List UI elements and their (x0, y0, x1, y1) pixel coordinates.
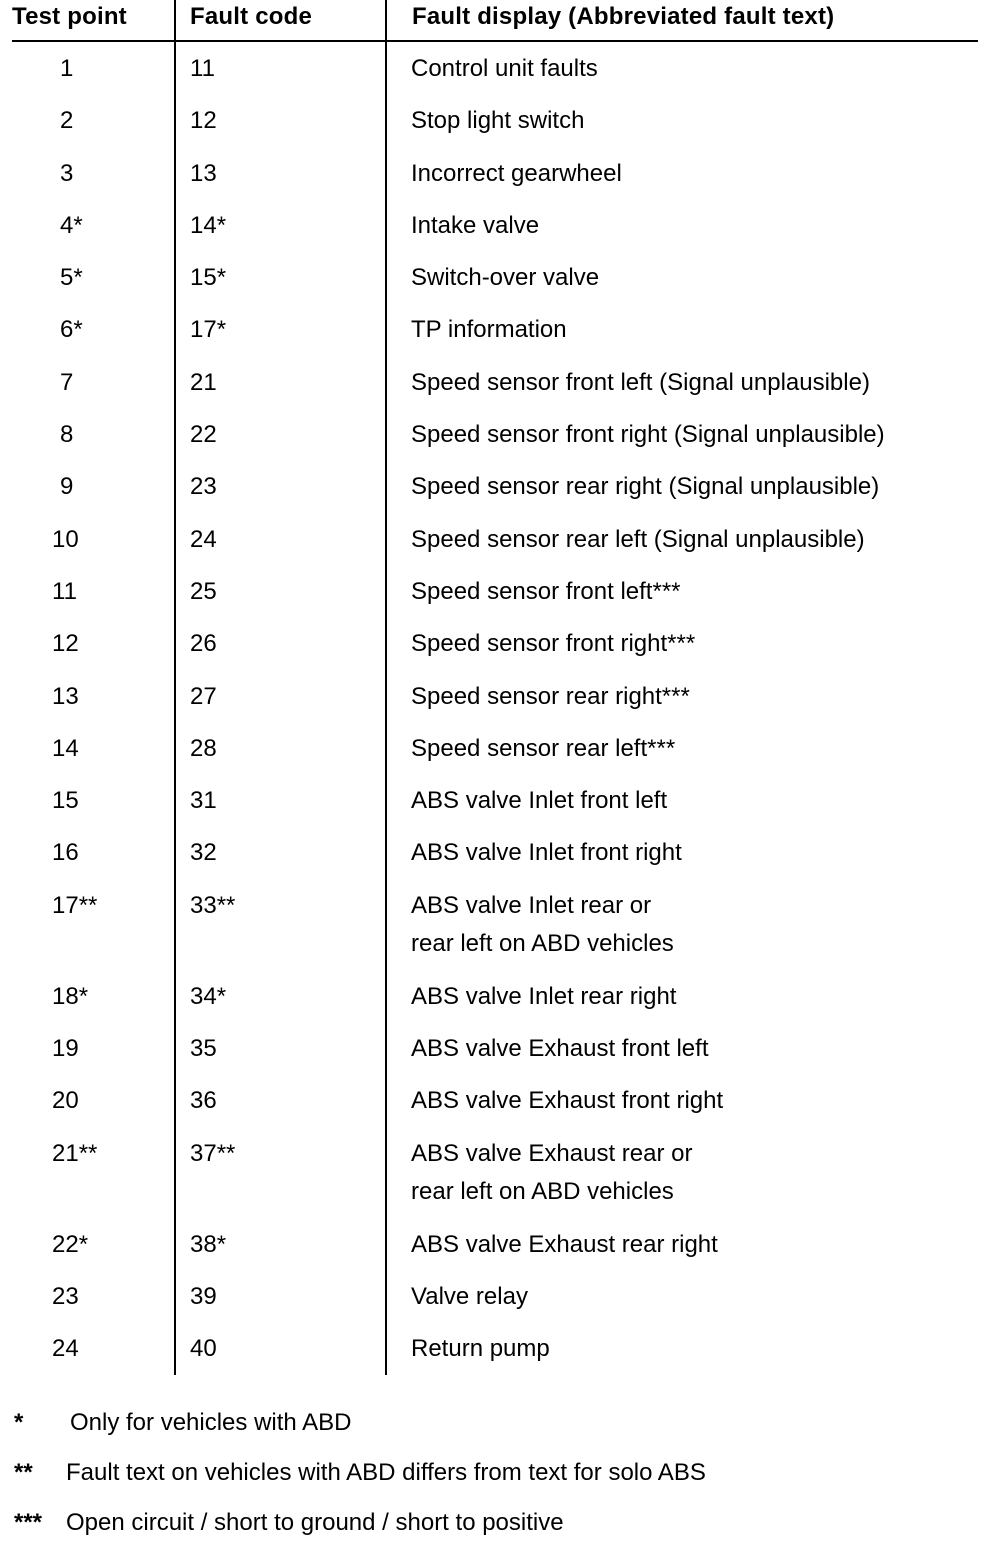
fault-text-cell: ABS valve Inlet rear right (411, 982, 677, 1010)
footnote (0, 1400, 992, 1450)
fault-text-cell: ABS valve Exhaust front left (411, 1035, 709, 1063)
table-row (0, 416, 992, 468)
test-point-cell: 1 (60, 55, 74, 82)
fault-text-cell: Speed sensor rear left*** (411, 734, 676, 762)
fault-code-cell: 26 (190, 630, 217, 658)
fault-text-cell: Switch-over valve (411, 264, 600, 292)
fault-code-cell: 14* (190, 211, 227, 239)
fault-text-cell: Valve relay (411, 1282, 528, 1310)
footnote-text: Fault text on vehicles with ABD differs from text for solo ABS (66, 1459, 706, 1486)
table-row (0, 573, 992, 625)
fault-text-cell: ABS valve Inlet rear or rear left on ABD vehicles (411, 891, 674, 957)
footnote-text: Open circuit / short to ground / short to positive (66, 1509, 564, 1536)
test-point-cell: 17** (52, 891, 98, 919)
table-row (0, 259, 992, 311)
table-row (0, 887, 992, 978)
test-point-cell: 22* (52, 1230, 89, 1258)
fault-code-cell: 39 (190, 1282, 217, 1310)
test-point-cell: 21** (52, 1139, 98, 1167)
fault-text-cell: Speed sensor rear right (Signal unplausible) (411, 473, 880, 501)
table-row (0, 311, 992, 363)
table-row (0, 834, 992, 886)
fault-code-cell: 31 (190, 787, 217, 815)
table-row (0, 1030, 992, 1082)
fault-code-cell: 37** (190, 1139, 236, 1167)
fault-code-cell: 13 (190, 159, 217, 187)
fault-code-cell: 17* (190, 316, 227, 344)
fault-text-cell: Return pump (411, 1335, 550, 1363)
table-row (0, 678, 992, 730)
footnote (0, 1450, 992, 1500)
fault-text-cell: Speed sensor rear right*** (411, 682, 690, 710)
table-row (0, 782, 992, 834)
fault-text-cell: Speed sensor front right (Signal unplausible) (411, 421, 885, 449)
test-point-cell: 10 (52, 525, 79, 553)
fault-code-cell: 21 (190, 368, 217, 396)
test-point-cell: 7 (60, 368, 74, 396)
test-point-cell: 14 (52, 734, 79, 762)
test-point-cell: 11 (52, 577, 77, 605)
fault-text-cell: Speed sensor rear left (Signal unplausible) (411, 525, 865, 553)
fault-text-cell: Speed sensor front right*** (411, 630, 696, 658)
footnote (0, 1500, 992, 1550)
table-row (0, 1330, 992, 1382)
header-fault-code: Fault code (190, 3, 313, 30)
fault-text-cell: Control unit faults (411, 55, 598, 82)
fault-text-cell: Speed sensor front left*** (411, 577, 681, 605)
test-point-cell: 13 (52, 682, 79, 710)
table-row (0, 521, 992, 573)
table-row (0, 207, 992, 259)
table-body (0, 42, 992, 1383)
fault-text-cell: ABS valve Exhaust rear or rear left on ABD vehicles (411, 1139, 693, 1205)
fault-text-cell: Intake valve (411, 211, 540, 239)
fault-code-cell: 27 (190, 682, 217, 710)
footnote-mark: * (14, 1409, 24, 1436)
fault-code-cell: 35 (190, 1035, 217, 1063)
test-point-cell: 9 (60, 473, 74, 501)
table-row (0, 625, 992, 677)
fault-text-cell: ABS valve Inlet front right (411, 839, 682, 867)
fault-text-cell: TP information (411, 316, 567, 344)
table-row (0, 468, 992, 520)
test-point-cell: 3 (60, 159, 74, 187)
table-row (0, 1226, 992, 1278)
fault-code-cell: 36 (190, 1087, 217, 1115)
fault-code-cell: 22 (190, 421, 217, 449)
table-row (0, 155, 992, 207)
table-row (0, 730, 992, 782)
table-row (0, 1135, 992, 1226)
fault-text-cell: Speed sensor front left (Signal unplausible) (411, 368, 870, 396)
fault-code-cell: 15* (190, 264, 227, 292)
test-point-cell: 15 (52, 787, 79, 815)
table-row (0, 1278, 992, 1330)
header-fault-display: Fault display (Abbreviated fault text) (412, 3, 835, 30)
test-point-cell: 24 (52, 1335, 79, 1363)
fault-code-cell: 38* (190, 1230, 227, 1258)
fault-text-cell: Incorrect gearwheel (411, 159, 622, 187)
table-row (0, 50, 992, 102)
fault-code-cell: 24 (190, 525, 217, 553)
table-row (0, 102, 992, 154)
fault-code-cell: 28 (190, 734, 217, 762)
fault-text-cell: Stop light switch (411, 107, 585, 135)
footnote-mark: ** (14, 1459, 33, 1486)
test-point-cell: 20 (52, 1087, 79, 1115)
table-row (0, 1082, 992, 1134)
fault-code-cell: 12 (190, 107, 217, 135)
fault-code-cell: 23 (190, 473, 217, 501)
fault-text-cell: ABS valve Exhaust rear right (411, 1230, 718, 1258)
test-point-cell: 8 (60, 421, 74, 449)
fault-code-cell: 11 (190, 55, 215, 82)
test-point-cell: 12 (52, 630, 79, 658)
test-point-cell: 4* (60, 211, 83, 239)
table-row (0, 364, 992, 416)
test-point-cell: 5* (60, 264, 83, 292)
fault-text-cell: ABS valve Exhaust front right (411, 1087, 724, 1115)
footnote-mark: *** (14, 1509, 43, 1536)
test-point-cell: 16 (52, 839, 79, 867)
table-row (0, 978, 992, 1030)
header-test-point: Test point (12, 3, 127, 30)
fault-code-cell: 25 (190, 577, 217, 605)
fault-code-cell: 40 (190, 1335, 217, 1363)
test-point-cell: 18* (52, 982, 89, 1010)
footnote-text: Only for vehicles with ABD (70, 1409, 352, 1436)
test-point-cell: 19 (52, 1035, 79, 1063)
fault-code-cell: 32 (190, 839, 217, 867)
fault-code-cell: 33** (190, 891, 236, 919)
fault-code-cell: 34* (190, 982, 227, 1010)
fault-text-cell: ABS valve Inlet front left (411, 787, 668, 815)
footnotes (0, 1400, 992, 1550)
test-point-cell: 2 (60, 107, 74, 135)
test-point-cell: 6* (60, 316, 83, 344)
test-point-cell: 23 (52, 1282, 79, 1310)
